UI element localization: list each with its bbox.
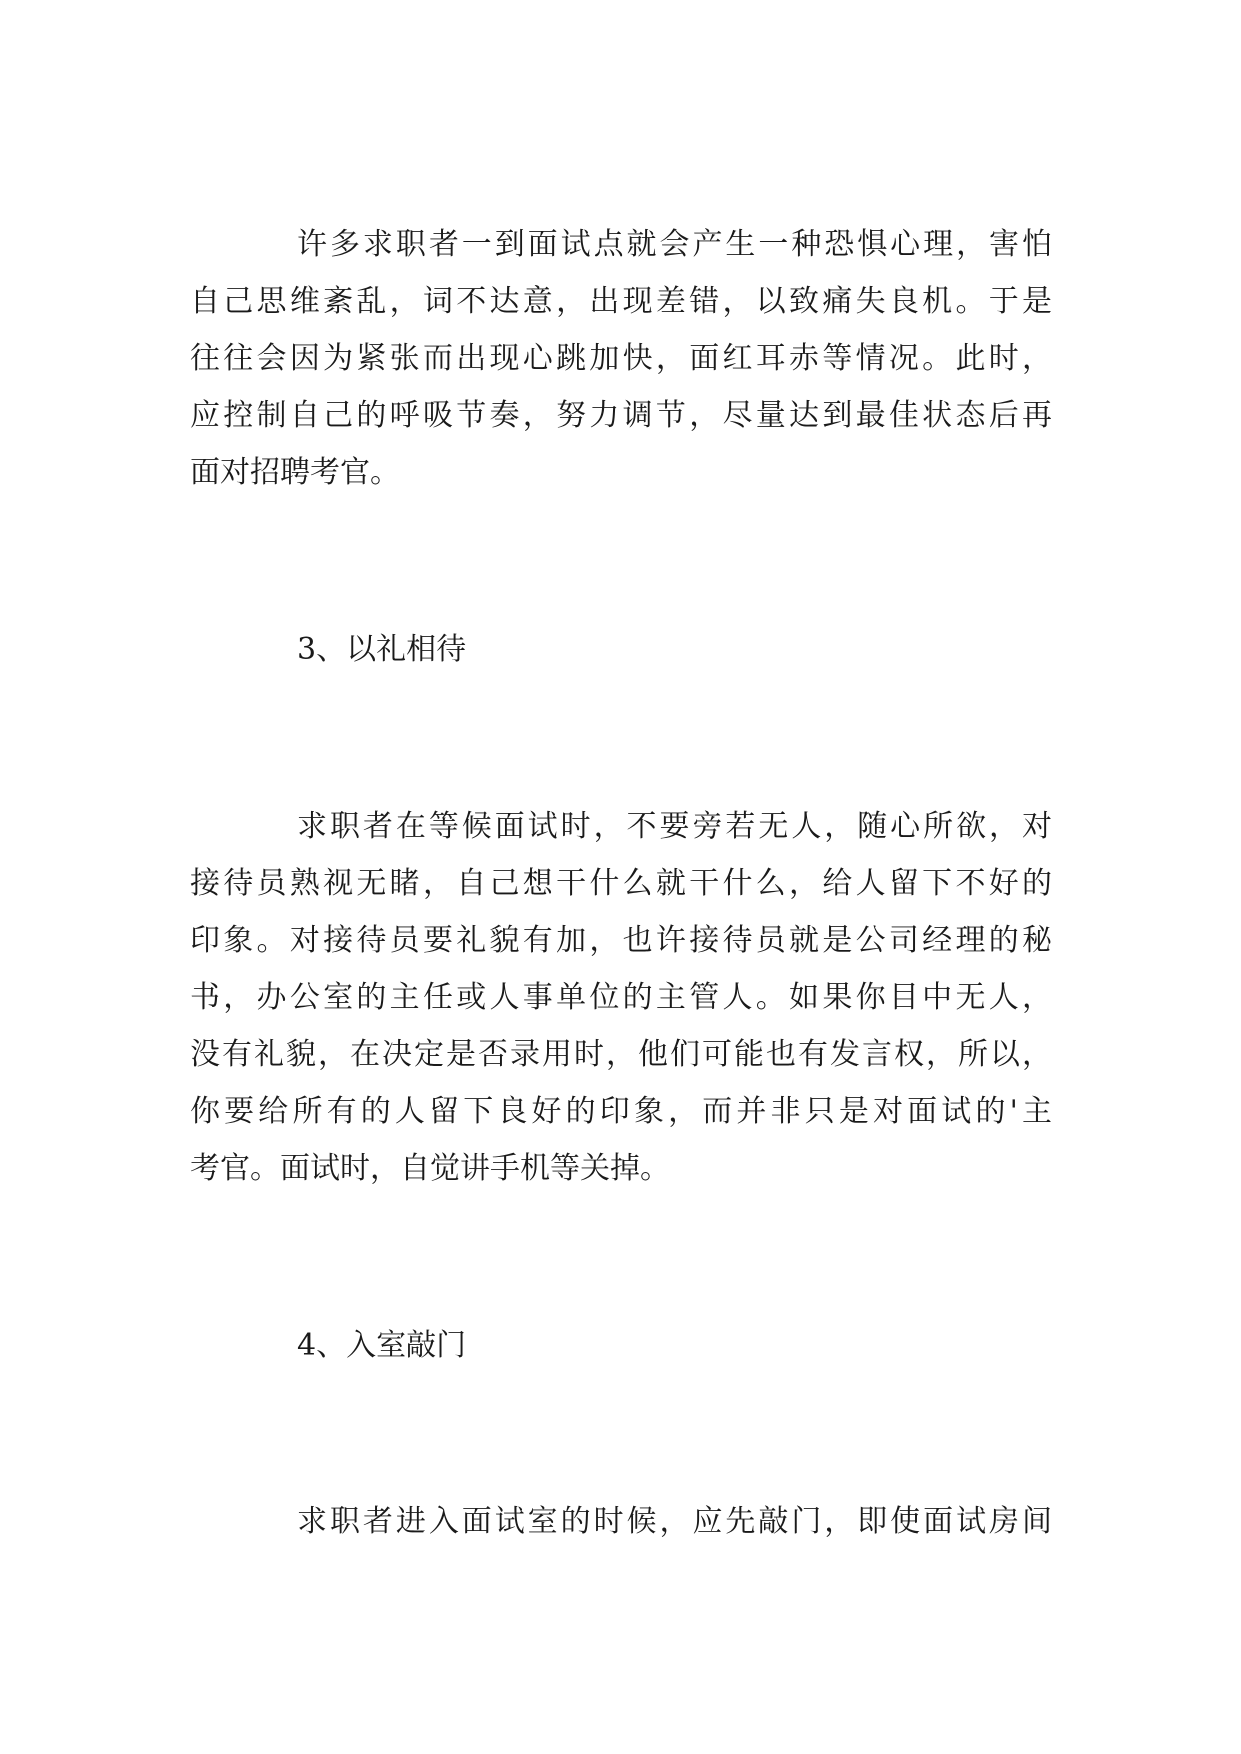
paragraph-line: 自己思维紊乱，词不达意，出现差错，以致痛失良机。于是: [190, 284, 1052, 319]
paragraph-line: 许多求职者一到面试点就会产生一种恐惧心理，害怕: [297, 227, 1052, 262]
paragraph-line: 往往会因为紧张而出现心跳加快，面红耳赤等情况。此时，: [190, 341, 1052, 376]
paragraph-line: 你要给所有的人留下良好的印象，而并非只是对面试的'主: [190, 1094, 1052, 1129]
paragraph-line: 没有礼貌，在决定是否录用时，他们可能也有发言权，所以，: [190, 1037, 1052, 1072]
paragraph-line: 面对招聘考官。: [190, 455, 400, 490]
paragraph-line: 求职者在等候面试时，不要旁若无人，随心所欲，对: [297, 809, 1052, 844]
paragraph-line: 应控制自己的呼吸节奏，努力调节，尽量达到最佳状态后再: [190, 398, 1052, 433]
paragraph-line: 印象。对接待员要礼貌有加，也许接待员就是公司经理的秘: [190, 923, 1052, 958]
section-heading-3: 3、以礼相待: [297, 632, 467, 667]
paragraph-line: 考官。面试时，自觉讲手机等关掉。: [190, 1151, 670, 1186]
paragraph-line: 求职者进入面试室的时候，应先敲门，即使面试房间: [297, 1504, 1052, 1539]
paragraph-line: 接待员熟视无睹，自己想干什么就干什么，给人留下不好的: [190, 866, 1052, 901]
section-heading-4: 4、入室敲门: [297, 1328, 467, 1363]
paragraph-line: 书，办公室的主任或人事单位的主管人。如果你目中无人，: [190, 980, 1052, 1015]
